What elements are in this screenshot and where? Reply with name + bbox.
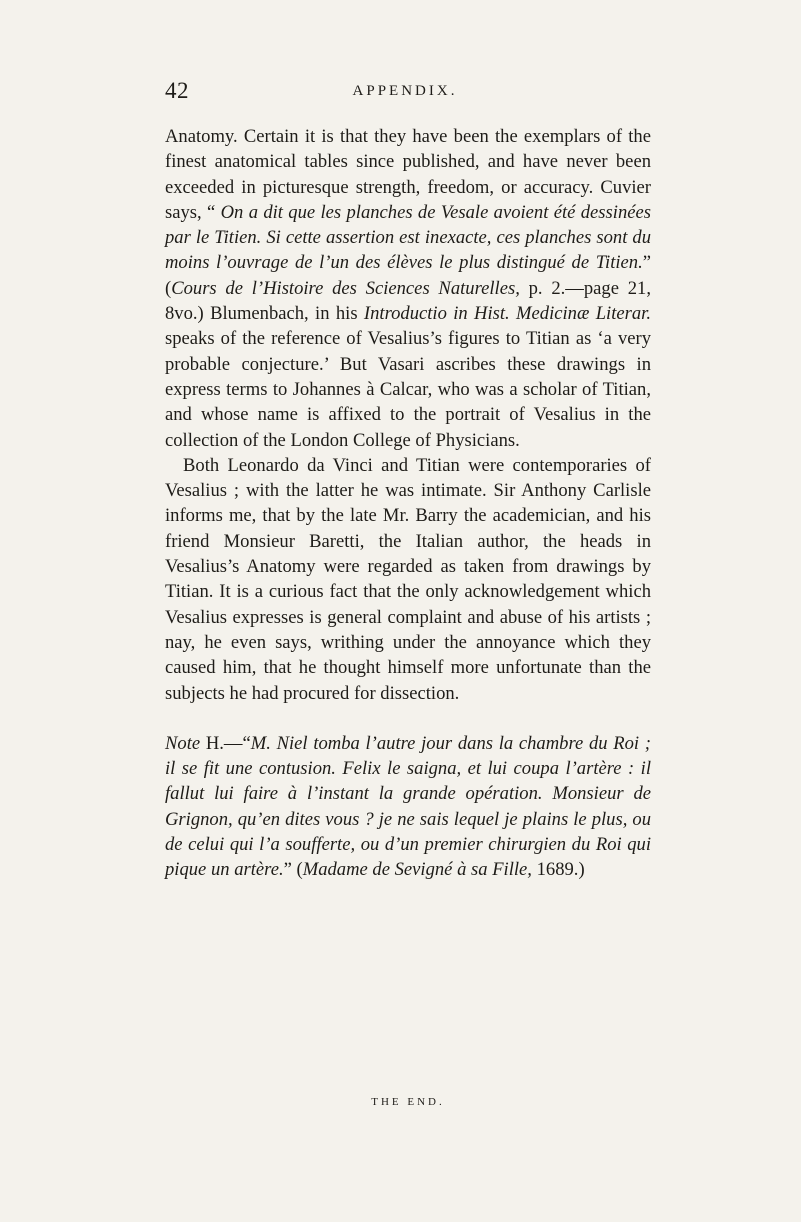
running-head: APPENDIX.	[352, 83, 458, 99]
text-run: Anatomy. Certain it is that they have been the exemplars of the finest anatomical tables since published, and have never been exceeded in picturesque strength, freedom, or accuracy. Cuvier says, “	[165, 126, 651, 223]
italic-text-run: Note	[165, 732, 201, 754]
paragraph-anatomy	[165, 124, 651, 453]
text-run: ” (	[165, 252, 651, 299]
text-run: 1689.)	[531, 859, 585, 881]
note-h	[165, 731, 651, 883]
italic-text-run: Introductio in Hist. Medicinæ Literar.	[363, 303, 651, 325]
page-number: 42	[165, 78, 189, 103]
italic-text-run: M. Niel tomba l’autre jour dans la chambre du Roi ; il se fit une contusion. Felix le saigna, et lui coupa l’artère : il fallut lui faire à l’instant la grande opération. Monsieur de Grignon, qu’en dites vous ? je ne sais lequel je plains le plus, ou de celui qui l’a soufferte, ou d’un premier chirurgien du Roi qui pique un artère.	[165, 732, 651, 881]
italic-text-run: Cours de l’Histoire des Sciences Naturelles,	[171, 277, 520, 299]
paragraph-leonardo	[165, 453, 651, 706]
italic-text-run: On a dit que les planches de Vesale avoient été dessinées par le Titien. Si cette assertion est inexacte, ces planches sont du moins l’ouvrage de l’un des élèves le plus distingué de Titien.	[165, 201, 651, 274]
the-end-mark: THE END.	[371, 1096, 445, 1108]
italic-text-run: Madame de Sevigné à sa Fille,	[302, 859, 532, 881]
page-header	[165, 78, 645, 108]
text-run: Both Leonardo da Vinci and Titian were contemporaries of Vesalius ; with the latter he was intimate. Sir Anthony Carlisle informs me, that by the late Mr. Barry the academician, and his friend Monsieur Baretti, the Italian author, the heads in Vesalius’s Anatomy were regarded as taken from drawings by Titian. It is a curious fact that the only acknowledgement which Vesalius expresses is general complaint and abuse of his artists ; nay, he even says, writhing under the annoyance which they caused him, that he thought himself more unfortunate than the subjects he had procured for dissection.	[165, 454, 651, 704]
text-run: ” (	[283, 859, 303, 881]
text-run: H.—“	[200, 732, 251, 754]
text-run: p. 2.—page 21, 8vo.) Blumenbach, in his	[165, 277, 651, 325]
text-run: speaks of the reference of Vesalius’s figures to Titian as ‘a very probable conjecture.’ But Vasari ascribes these drawings in express terms to Johannes à Calcar, who was a scholar of Titian, and whose name is affixed to the portrait of Vesalius in the collection of the London College of Physicians.	[165, 328, 651, 451]
body-text	[165, 124, 651, 883]
